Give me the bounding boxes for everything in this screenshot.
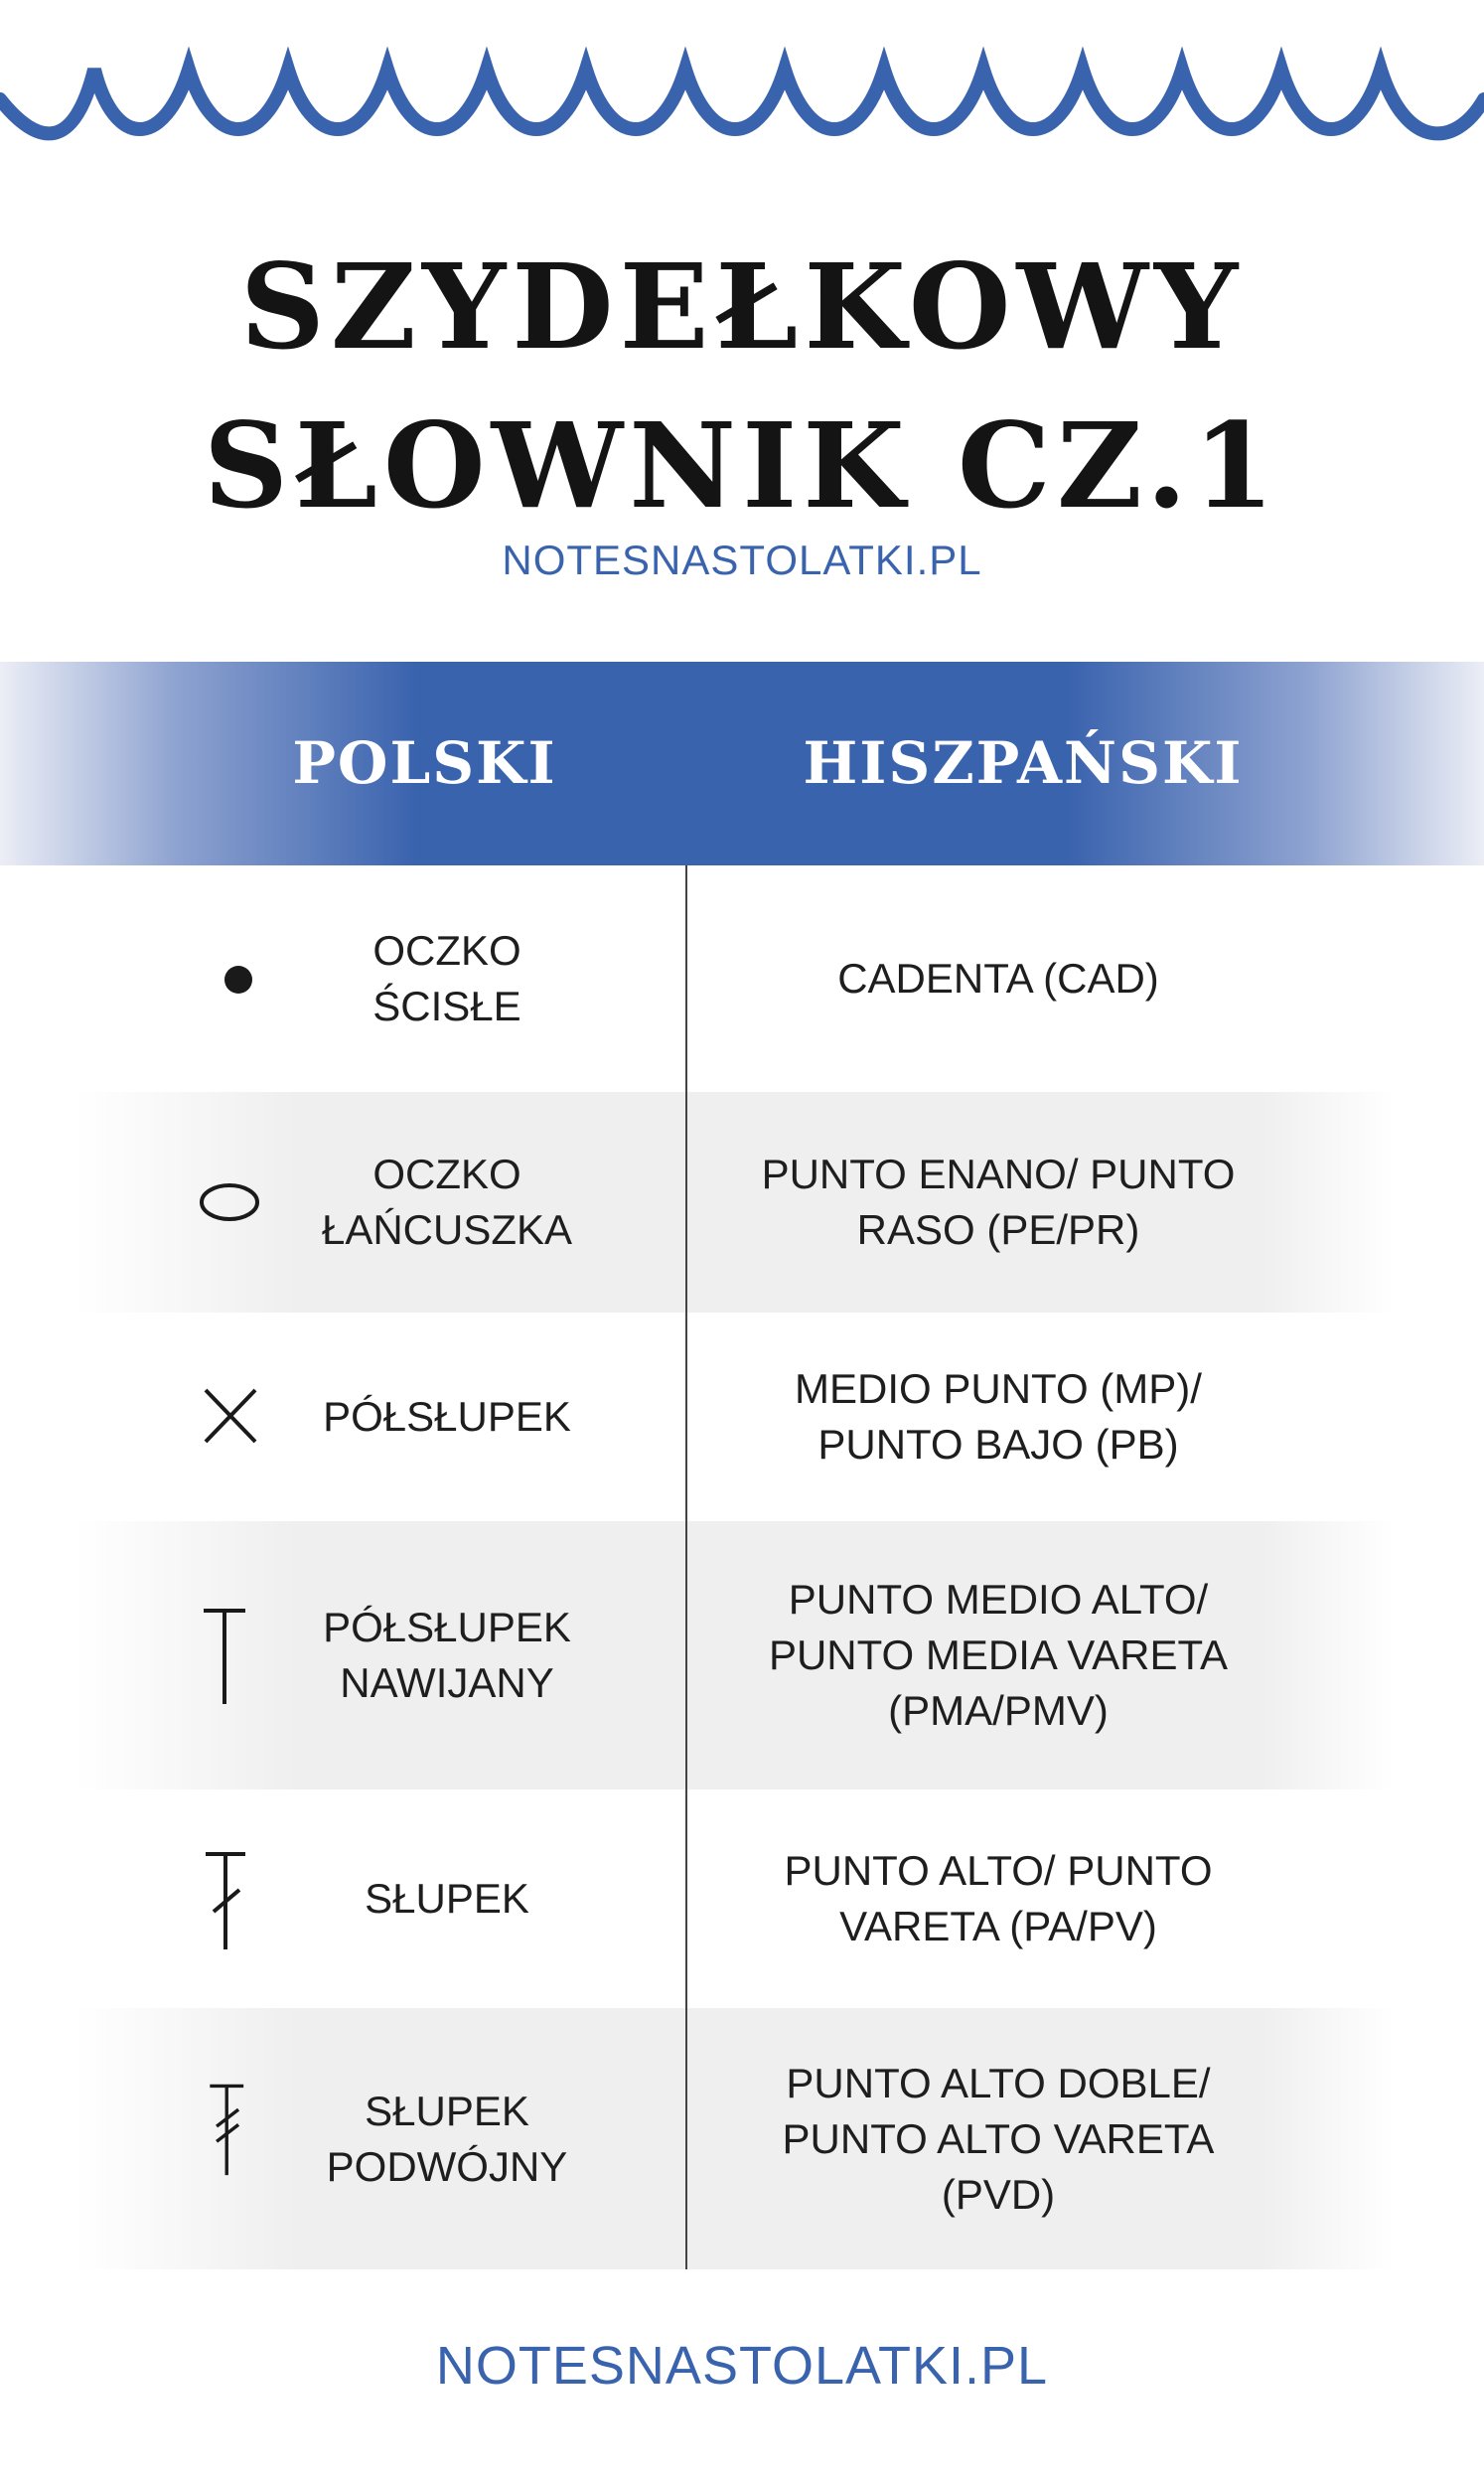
- site-url-top: NOTESNASTOLATKI.PL: [502, 537, 982, 583]
- spanish-term: [715, 865, 1281, 1092]
- polish-term: [288, 2008, 606, 2269]
- polish-term-line: PÓŁSŁUPEK: [323, 1604, 571, 1650]
- spanish-term-line: PUNTO ALTO/ PUNTO: [784, 1847, 1213, 1894]
- spanish-term-line: PUNTO ALTO DOBLE/: [786, 2059, 1211, 2106]
- spanish-term-line: PUNTO BAJO (PB): [817, 1421, 1179, 1468]
- table-row: [0, 1789, 1484, 2008]
- column-divider: [685, 865, 687, 2269]
- oval-icon: [194, 1148, 273, 1257]
- spanish-term: [715, 1521, 1281, 1789]
- polish-term-line: SŁUPEK: [365, 1875, 529, 1922]
- polish-term-line: PODWÓJNY: [326, 2142, 568, 2190]
- cross-icon: [194, 1362, 273, 1472]
- spanish-term-line: PUNTO ENANO/ PUNTO: [761, 1151, 1236, 1197]
- wave-border: [0, 40, 1484, 169]
- polish-term-line: ŁAŃCUSZKA: [321, 1206, 573, 1253]
- polish-term: [288, 1313, 606, 1521]
- spanish-term-line: VARETA (PA/PV): [839, 1903, 1157, 1949]
- header-polski: POLSKI: [292, 729, 557, 797]
- table-row: [0, 1521, 1484, 1789]
- polish-term-line: NAWIJANY: [340, 1659, 554, 1706]
- header-hiszpanski: HISZPAŃSKI: [803, 729, 1244, 797]
- polish-term: [288, 1789, 606, 2008]
- polish-term: [288, 1092, 606, 1313]
- spanish-term: [715, 1313, 1281, 1521]
- table-row: [0, 1092, 1484, 1313]
- spanish-term-line: CADENTA (CAD): [837, 955, 1159, 1002]
- polish-term-line: OCZKO: [372, 927, 521, 974]
- spanish-term-line: MEDIO PUNTO (MP)/: [795, 1365, 1202, 1412]
- spanish-term: [715, 1789, 1281, 2008]
- dictionary-table: [0, 865, 1484, 2269]
- site-url-bottom: NOTESNASTOLATKI.PL: [435, 2336, 1049, 2396]
- polish-term-line: PÓŁSŁUPEK: [323, 1393, 571, 1440]
- dot-icon: [194, 925, 273, 1034]
- spanish-term: [715, 2008, 1281, 2269]
- polish-term: [288, 865, 606, 1092]
- spanish-term-line: RASO (PE/PR): [856, 1206, 1140, 1253]
- spanish-term: [715, 1092, 1281, 1313]
- t-icon: [194, 1601, 273, 1710]
- spanish-term-line: PUNTO ALTO VARETA: [782, 2114, 1215, 2162]
- table-row: [0, 2008, 1484, 2269]
- page-title-line-2: SŁOWNIK CZ.1: [203, 396, 1281, 535]
- polish-term: [288, 1521, 606, 1789]
- table-row: [0, 865, 1484, 1092]
- spanish-term-line: (PMA/PMV): [888, 1687, 1109, 1734]
- polish-term-line: ŚCISŁE: [372, 983, 521, 1029]
- spanish-term-line: PUNTO MEDIA VARETA: [768, 1631, 1229, 1678]
- polish-term-line: OCZKO: [372, 1151, 521, 1197]
- t-one-slash-icon: [194, 1844, 273, 1953]
- table-row: [0, 1313, 1484, 1521]
- polish-term-line: SŁUPEK: [365, 2087, 529, 2134]
- table-header: [0, 662, 1484, 865]
- t-two-slash-icon: [194, 2078, 273, 2187]
- page-title-line-1: SZYDEŁKOWY: [239, 237, 1245, 376]
- spanish-term-line: (PVD): [941, 2170, 1056, 2218]
- spanish-term-line: PUNTO MEDIO ALTO/: [788, 1576, 1209, 1623]
